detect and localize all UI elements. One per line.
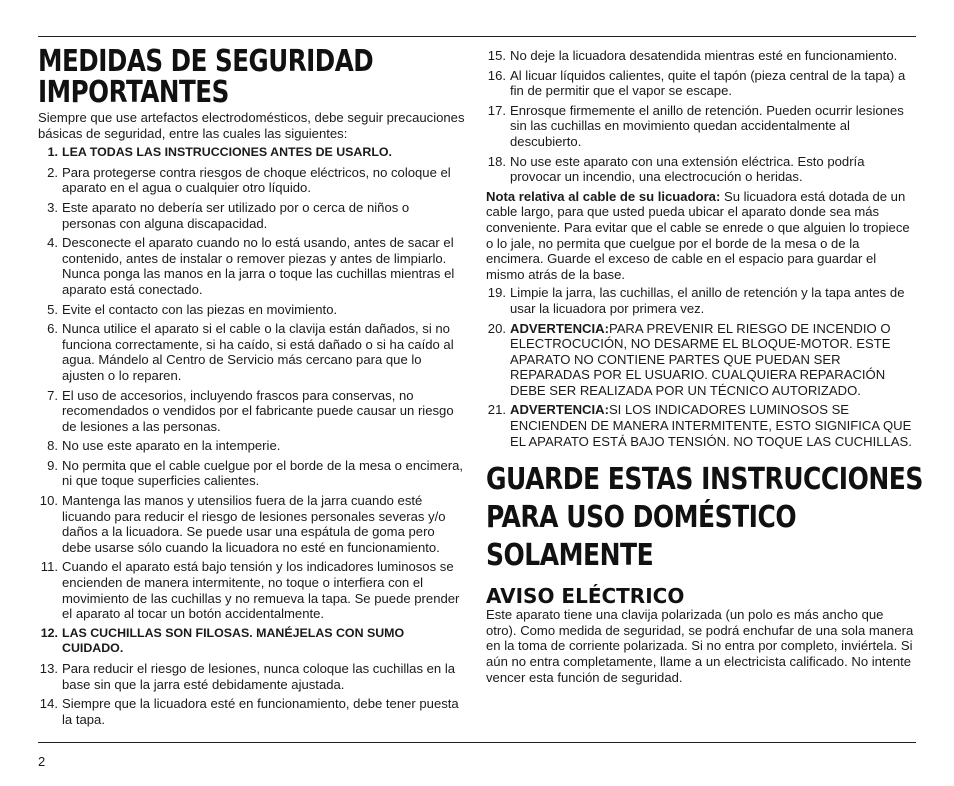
item-text: LEA TODAS LAS INSTRUCCIONES ANTES DE USARLO. (62, 145, 392, 160)
list-item (486, 402, 916, 449)
page-number: 2 (38, 754, 46, 769)
item-number: 13. (39, 661, 58, 676)
item-number: 17. (487, 102, 506, 118)
item-number: 4. (47, 235, 58, 251)
list-item (486, 321, 916, 399)
safety-list-right (486, 48, 916, 185)
list-item (38, 661, 466, 692)
left-column (38, 46, 466, 731)
save-title-line3: SOLAMENTE (486, 538, 654, 574)
list-item (38, 458, 466, 489)
electrical-notice-text: Este aparato tiene una clavija polarizada (un polo es más ancho que otro). Como medida de seguridad, se podrá enchufar de una sola manera en la toma de corriente polarizada. Si no entra por completo, inviértela. Si aún no entra completamente, llame a un electricista calificado. No intente vencer esta función de seguridad. (486, 607, 914, 685)
item-number: 5. (47, 301, 58, 317)
electrical-notice-heading: AVISO ELÉCTRICO (486, 584, 685, 609)
item-text: No use este aparato con una extensión eléctrica. Esto podría provocar un incendio, una electrocución o heridas. (510, 153, 865, 185)
warning-label: ADVERTENCIA: (510, 320, 609, 336)
item-text: Siempre que la licuadora esté en funcionamiento, debe tener puesta la tapa. (62, 696, 459, 727)
item-text: PARA PREVENIR EL RIESGO DE INCENDIO O ELECTROCUCIÓN, NO DESARME EL BLOQUE-MOTOR. ESTE APARATO NO CONTIENE PARTES QUE PUEDAN SER REPARADAS POR EL USUARIO. CUALQUIERA REPARACIÓN DEBE SER REALIZADA POR UN TÉCNICO AUTORIZADO. (510, 320, 891, 398)
item-number: 2. (47, 164, 58, 180)
list-item (38, 302, 466, 318)
item-number: 7. (47, 387, 58, 403)
item-text: Cuando el aparato está bajo tensión y los indicadores luminosos se encienden de manera intermitente, no toque o interfiera con el movimiento de las cuchillas y no remueva la tapa. Se puede prender el aparato al tocar un botón accidentalmente. (62, 559, 460, 622)
safety-title-line2: IMPORTANTES (38, 75, 229, 110)
cord-note-text: Su licuadora está dotada de un cable largo, para que usted pueda ubicar el aparato donde sea más conveniente. Para evitar que el cable se enrede o que alguien lo tropiece o lo jale, no permita que cuelgue por el borde de la mesa o de la encimera. Guarde el exceso de cable en el espacio para guardar el mismo atrás de la base. (486, 188, 910, 282)
item-text: Limpie la jarra, las cuchillas, el anillo de retención y la tapa antes de usar la licuadora por primera vez. (510, 285, 905, 316)
item-number: 15. (487, 48, 506, 63)
save-title-line1: GUARDE ESTAS INSTRUCCIONES (486, 462, 923, 498)
item-number: 16. (487, 67, 506, 83)
item-number: 9. (47, 457, 58, 473)
item-number: 3. (47, 199, 58, 215)
item-text: Desconecte el aparato cuando no lo está usando, antes de sacar el contenido, antes de instalar o remover piezas y antes de limpiarlo. Nunca ponga las manos en la jarra o toque las cuchillas mientras el aparato está conectado. (62, 235, 455, 297)
cord-note-label: Nota relativa al cable de su licuadora: (486, 188, 721, 204)
list-item (486, 154, 916, 185)
warning-label: ADVERTENCIA: (510, 402, 609, 418)
item-text: No permita que el cable cuelgue por el borde de la mesa o encimera, ni que toque superficies calientes. (62, 457, 464, 489)
list-item (486, 68, 916, 99)
item-number: 1. (47, 145, 58, 160)
list-item (38, 626, 466, 657)
list-item (38, 321, 466, 383)
list-item (38, 235, 466, 297)
safety-title-line1: MEDIDAS DE SEGURIDAD (38, 44, 374, 79)
bottom-rule (38, 742, 916, 743)
item-text: Para protegerse contra riesgos de choque eléctricos, no coloque el aparato en el agua o cualquier otro líquido. (62, 164, 451, 196)
list-item (486, 285, 916, 316)
item-number: 19. (487, 285, 506, 301)
list-item (38, 165, 466, 196)
list-item (38, 388, 466, 435)
list-item (486, 103, 916, 150)
list-item (38, 438, 466, 454)
right-column (486, 48, 923, 685)
cord-note (486, 189, 916, 283)
item-text: Evite el contacto con las piezas en movimiento. (62, 301, 338, 317)
item-text: No use este aparato en la intemperie. (62, 438, 281, 454)
save-instructions-title (486, 461, 923, 575)
save-title-line2: PARA USO DOMÉSTICO (486, 500, 797, 536)
item-text: Al licuar líquidos calientes, quite el tapón (pieza central de la tapa) a fin de permitir que el vapor se escape. (510, 67, 906, 99)
item-number: 18. (487, 153, 506, 169)
list-item (486, 48, 916, 64)
intro-paragraph: Siempre que use artefactos electrodomésticos, debe seguir precauciones básicas de seguridad, entre las cuales las siguientes: (38, 110, 465, 141)
item-number: 8. (47, 438, 58, 454)
item-text: No deje la licuadora desatendida mientras esté en funcionamiento. (510, 48, 898, 63)
item-text: Para reducir el riesgo de lesiones, nunca coloque las cuchillas en la base sin que la jarra esté debidamente ajustada. (62, 661, 456, 692)
list-item (38, 200, 466, 231)
item-number: 20. (487, 320, 506, 336)
safety-title (38, 46, 466, 108)
item-text: Enrosque firmemente el anillo de retención. Pueden ocurrir lesiones sin las cuchillas en movimiento quedan accidentalmente al descubierto. (510, 102, 904, 149)
safety-list-left (38, 145, 466, 727)
item-number: 14. (39, 696, 58, 712)
top-rule (38, 36, 916, 37)
list-item (38, 696, 466, 727)
list-item (38, 493, 466, 555)
item-text: Este aparato no debería ser utilizado por o cerca de niños o personas con alguna discapacidad. (62, 199, 410, 231)
item-number: 11. (40, 559, 58, 575)
item-text: SI LOS INDICADORES LUMINOSOS SE ENCIENDEN DE MANERA INTERMITENTE, ESTO SIGNIFICA QUE EL APARATO ESTÁ BAJO TENSIÓN. NO TOQUE LAS CUCHILLAS. (510, 402, 912, 449)
list-item (38, 145, 466, 161)
item-number: 10. (39, 493, 58, 509)
item-number: 12. (40, 625, 58, 640)
item-number: 21. (487, 402, 506, 418)
item-text: Nunca utilice el aparato si el cable o la clavija están dañados, si no funciona correctamente, si ha caído, si está dañado o si ha caído al agua. Mándelo al Centro de Servicio más cercano para que lo ajusten o lo reparen. (62, 321, 454, 383)
safety-list-right-b (486, 285, 916, 449)
list-item (38, 559, 466, 621)
item-number: 6. (47, 321, 58, 337)
item-text: Mantenga las manos y utensilios fuera de la jarra cuando esté licuando para reducir el riesgo de lesiones personales severas y/o daños a la licuadora. Se puede usar una espátula de goma pero debe usarse sólo cuando la licuadora no esté en funcionamiento. (62, 493, 446, 555)
item-text: LAS CUCHILLAS SON FILOSAS. MANÉJELAS CON SUMO CUIDADO. (62, 625, 405, 656)
item-text: El uso de accesorios, incluyendo frascos para conservas, no recomendados o vendidos por el fabricante puede causar un riesgo de lesiones a las personas. (62, 387, 454, 434)
